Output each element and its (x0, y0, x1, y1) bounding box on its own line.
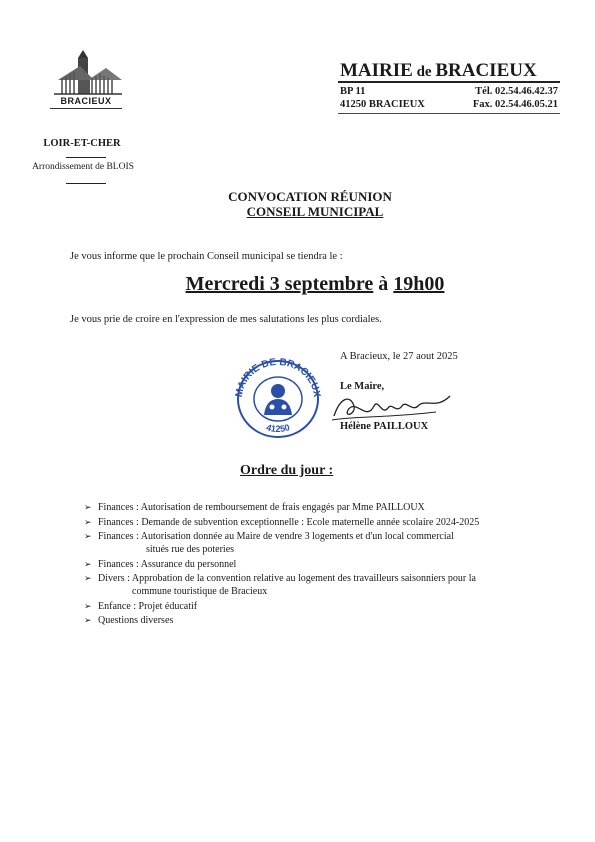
arrow-bullet-icon: ➢ (84, 600, 92, 611)
header-divider-bottom (338, 113, 560, 114)
mairie-name: BRACIEUX (435, 60, 537, 81)
divider (66, 183, 106, 184)
postal-box: BP 11 (340, 86, 366, 97)
agenda-item-text: Divers : Approbation de la convention relative au logement des travailleurs saisonniers pour la (98, 573, 476, 584)
agenda-item-continuation: situés rue des poteries (146, 544, 235, 555)
place-date: A Bracieux, le 27 aout 2025 (340, 351, 458, 362)
list-item (84, 600, 554, 613)
list-item (84, 572, 554, 598)
meeting-date (0, 273, 595, 296)
document-title-line2 (0, 204, 595, 220)
arrow-bullet-icon: ➢ (84, 615, 92, 625)
document-title-line1: CONVOCATION RÉUNION (228, 189, 392, 204)
arrondissement: Arrondissement de BLOIS (32, 162, 134, 172)
agenda-item-text: Finances : Autorisation donnée au Maire de vendre 3 logements et d'un local commercial (98, 531, 454, 542)
telephone: Tél. 02.54.46.42.37 (475, 86, 558, 97)
agenda-list (84, 501, 554, 629)
city: 41250 BRACIEUX (340, 99, 425, 110)
agenda-item-continuation: commune touristique de Bracieux (132, 586, 268, 597)
list-item (84, 501, 554, 514)
mairie-title (340, 60, 537, 82)
agenda-item-text: Enfance : Projet éducatif (98, 600, 198, 612)
mairie-de: de (416, 64, 432, 80)
list-item (84, 516, 554, 529)
mairie-prefix: MAIRIE (340, 60, 413, 81)
meeting-day: Mercredi 3 septembre (185, 273, 374, 295)
list-item (84, 614, 554, 627)
arrow-bullet-icon: ➢ (84, 558, 92, 569)
signatory-role: Le Maire, (340, 381, 385, 392)
svg-text:41250 (265, 422, 291, 434)
mairie-stamp-icon (232, 357, 324, 441)
meeting-at: à (378, 273, 389, 295)
logo-text: BRACIEUX (60, 96, 112, 106)
arrow-bullet-icon: ➢ (84, 516, 92, 527)
divider (66, 157, 106, 158)
closing-text: Je vous prie de croire en l'expression de mes salutations les plus cordiales. (70, 314, 382, 325)
stamp-top-text: MAIRIE DE BRACIEUX (233, 357, 323, 399)
agenda-item-text: Finances : Autorisation de remboursement de frais engagés par Mme PAILLOUX (98, 502, 425, 513)
department: LOIR-ET-CHER (43, 138, 121, 149)
agenda-item-text: Finances : Demande de subvention exceptionnelle : Ecole maternelle année scolaire 2024-2025 (98, 516, 480, 528)
agenda-item-text: Questions diverses (98, 615, 174, 626)
agenda-heading: Ordre du jour : (240, 463, 334, 478)
header-divider (338, 81, 560, 83)
logo-underline (50, 108, 122, 109)
document-title-line2-text: CONSEIL MUNICIPAL (246, 204, 384, 219)
stamp-bottom-text: 41250 (265, 422, 291, 435)
arrow-bullet-icon: ➢ (84, 531, 92, 541)
agenda-item-text: Finances : Assurance du personnel (98, 558, 237, 570)
list-item (84, 558, 554, 571)
meeting-time: 19h00 (393, 273, 445, 295)
fax: Fax. 02.54.46.05.21 (472, 99, 558, 110)
intro-text: Je vous informe que le prochain Conseil municipal se tiendra le : (70, 251, 343, 262)
signatory-name: Hélène PAILLOUX (340, 421, 429, 432)
arrow-bullet-icon: ➢ (84, 573, 92, 583)
arrow-bullet-icon: ➢ (84, 502, 92, 512)
list-item (84, 530, 554, 556)
